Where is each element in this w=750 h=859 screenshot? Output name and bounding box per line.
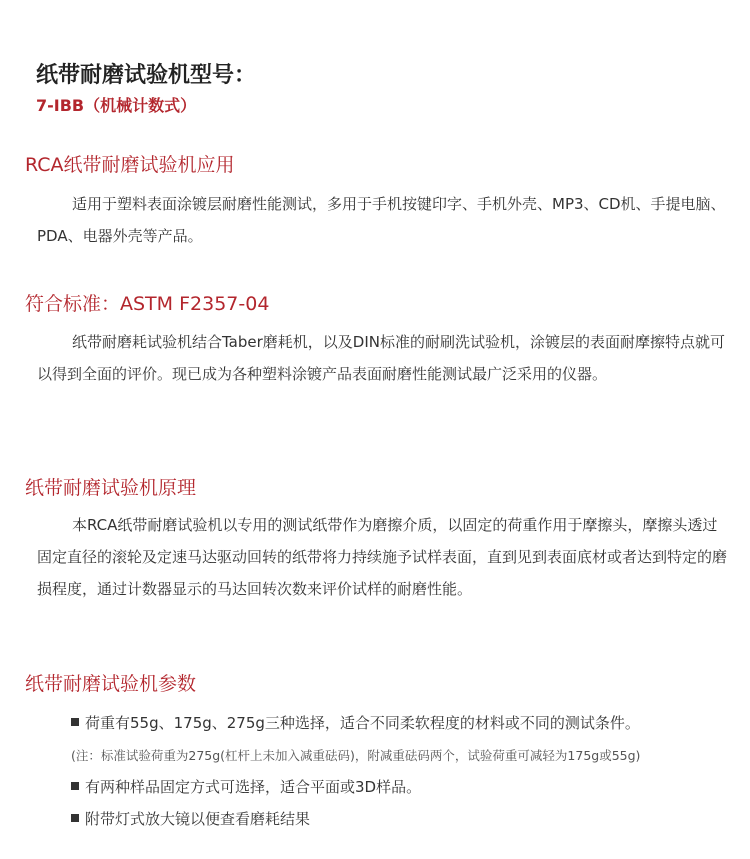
param-item-text: 荷重有55g、175g、275g三种选择，适合不同柔软程度的材料或不同的测试条件。 [85,714,640,732]
param-item-text: 附带灯式放大镜以便查看磨耗结果 [85,810,311,828]
application-paragraph: 适用于塑料表面涂镀层耐磨性能测试，多用于手机按键印字、手机外壳、MP3、CD机、手提电脑、PDA、电器外壳等产品。 [37,195,726,245]
param-item-text: 有两种样品固定方式可选择，适合平面或3D样品。 [85,778,422,796]
principle-paragraph: 本RCA纸带耐磨试验机以专用的测试纸带作为磨擦介质，以固定的荷重作用于摩擦头，摩擦头透过固定直径的滚轮及定速马达驱动回转的纸带将力持续施予试样表面，直到见到表面底材或者达到特定的磨损程度，通过计数器显示的马达回转次数来评价试样的耐磨性能。 [37,516,728,598]
param-item-load [71,712,640,733]
param-item-magnifier [71,808,310,829]
section-title-principle: 纸带耐磨试验机原理 [25,477,197,499]
param-item-fixture [71,776,421,797]
standard-paragraph: 纸带耐磨耗试验机结合Taber磨耗机，以及DIN标准的耐刷洗试验机，涂镀层的表面耐摩擦特点就可以得到全面的评价。现已成为各种塑料涂镀产品表面耐磨性能测试最广泛采用的仪器。 [37,333,725,383]
param-note: (注：标准试验荷重为275g(杠杆上未加入减重砝码)，附减重砝码两个，试验荷重可减轻为175g或55g) [71,748,641,763]
section-title-params: 纸带耐磨试验机参数 [25,673,197,695]
bullet-square-icon [71,718,79,726]
section-title-application: RCA纸带耐磨试验机应用 [25,154,235,176]
page-title: 纸带耐磨试验机型号： [36,63,257,88]
bullet-square-icon [71,814,79,822]
model-number: 7-IBB（机械计数式） [36,96,197,115]
bullet-square-icon [71,782,79,790]
section-title-standard: 符合标准：ASTM F2357-04 [25,293,270,315]
